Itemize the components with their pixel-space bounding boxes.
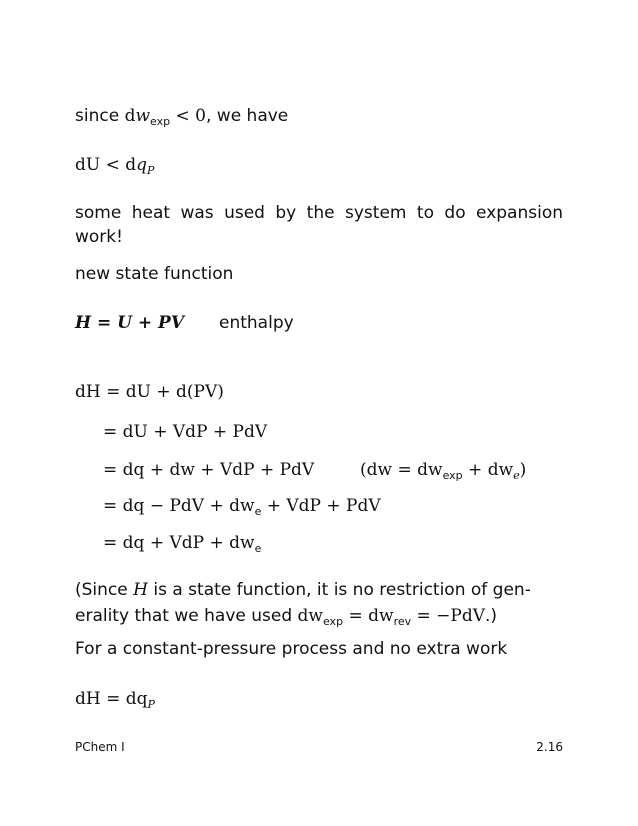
- text: , we have: [205, 106, 289, 126]
- math-lt: < d: [100, 155, 137, 175]
- line-since-dw: [75, 105, 288, 127]
- math-w: w: [135, 106, 151, 126]
- eq-note: [360, 459, 526, 481]
- note-a: (dw = dw: [360, 460, 443, 480]
- math-a: = dq − PdV + dw: [103, 496, 255, 516]
- math-d: d: [124, 106, 136, 126]
- text: erality that we have used: [75, 606, 298, 626]
- subscript-e: e: [513, 469, 520, 482]
- eq-dh-dq: [75, 688, 155, 710]
- note-b: + dw: [462, 460, 514, 480]
- footer-left: PChem I: [75, 740, 125, 754]
- subscript-p: P: [147, 164, 155, 177]
- math-h-eq-u-pv: H = U + PV: [75, 313, 185, 333]
- footer-page-number: 2.16: [536, 740, 563, 754]
- line-constant-pressure: For a constant-pressure process and no extra work: [75, 639, 508, 659]
- note-c: ): [519, 460, 527, 480]
- text: .): [485, 606, 498, 626]
- math-main: = dq + dw + VdP + PdV: [103, 460, 315, 480]
- subscript-rev: rev: [393, 615, 412, 628]
- para-generality: [75, 605, 497, 627]
- label-enthalpy: enthalpy: [219, 313, 294, 333]
- math-neg-pdv: = −PdV: [411, 606, 486, 626]
- text: since: [75, 106, 125, 126]
- subscript-exp: exp: [150, 115, 171, 128]
- eq-line-3: [103, 459, 527, 482]
- eq-line-5: [103, 532, 261, 554]
- subscript-p: P: [147, 698, 155, 711]
- math-eq-dw: = dw: [343, 606, 394, 626]
- subscript-e: e: [254, 505, 262, 518]
- subscript-e: e: [254, 542, 262, 555]
- eq-enthalpy-def: [75, 312, 294, 334]
- line-new-state-function: new state function: [75, 264, 234, 284]
- para-expansion-work: some heat was used by the system to do expansion work!: [75, 203, 563, 247]
- math-du: dU: [75, 155, 101, 175]
- math-lt-zero: < 0: [170, 106, 206, 126]
- para-since-h: [75, 579, 531, 601]
- text: (Since: [75, 580, 134, 600]
- subscript-exp: exp: [322, 615, 344, 628]
- eq-line-2: = dU + VdP + PdV: [103, 422, 268, 442]
- math-dh-dq: dH = dq: [75, 689, 148, 709]
- math-b: + VdP + PdV: [261, 496, 381, 516]
- math-q: q: [136, 155, 148, 175]
- subscript-exp: exp: [442, 469, 463, 482]
- eq-line-1: dH = dU + d(PV): [75, 382, 224, 402]
- math-dw: dw: [297, 606, 323, 626]
- math-h: H: [133, 580, 148, 600]
- text: is a state function, it is no restriction of gen-: [147, 580, 531, 600]
- math-a: = dq + VdP + dw: [103, 533, 255, 553]
- eq-line-4: [103, 495, 381, 517]
- eq-du-lt-dq: [75, 154, 154, 176]
